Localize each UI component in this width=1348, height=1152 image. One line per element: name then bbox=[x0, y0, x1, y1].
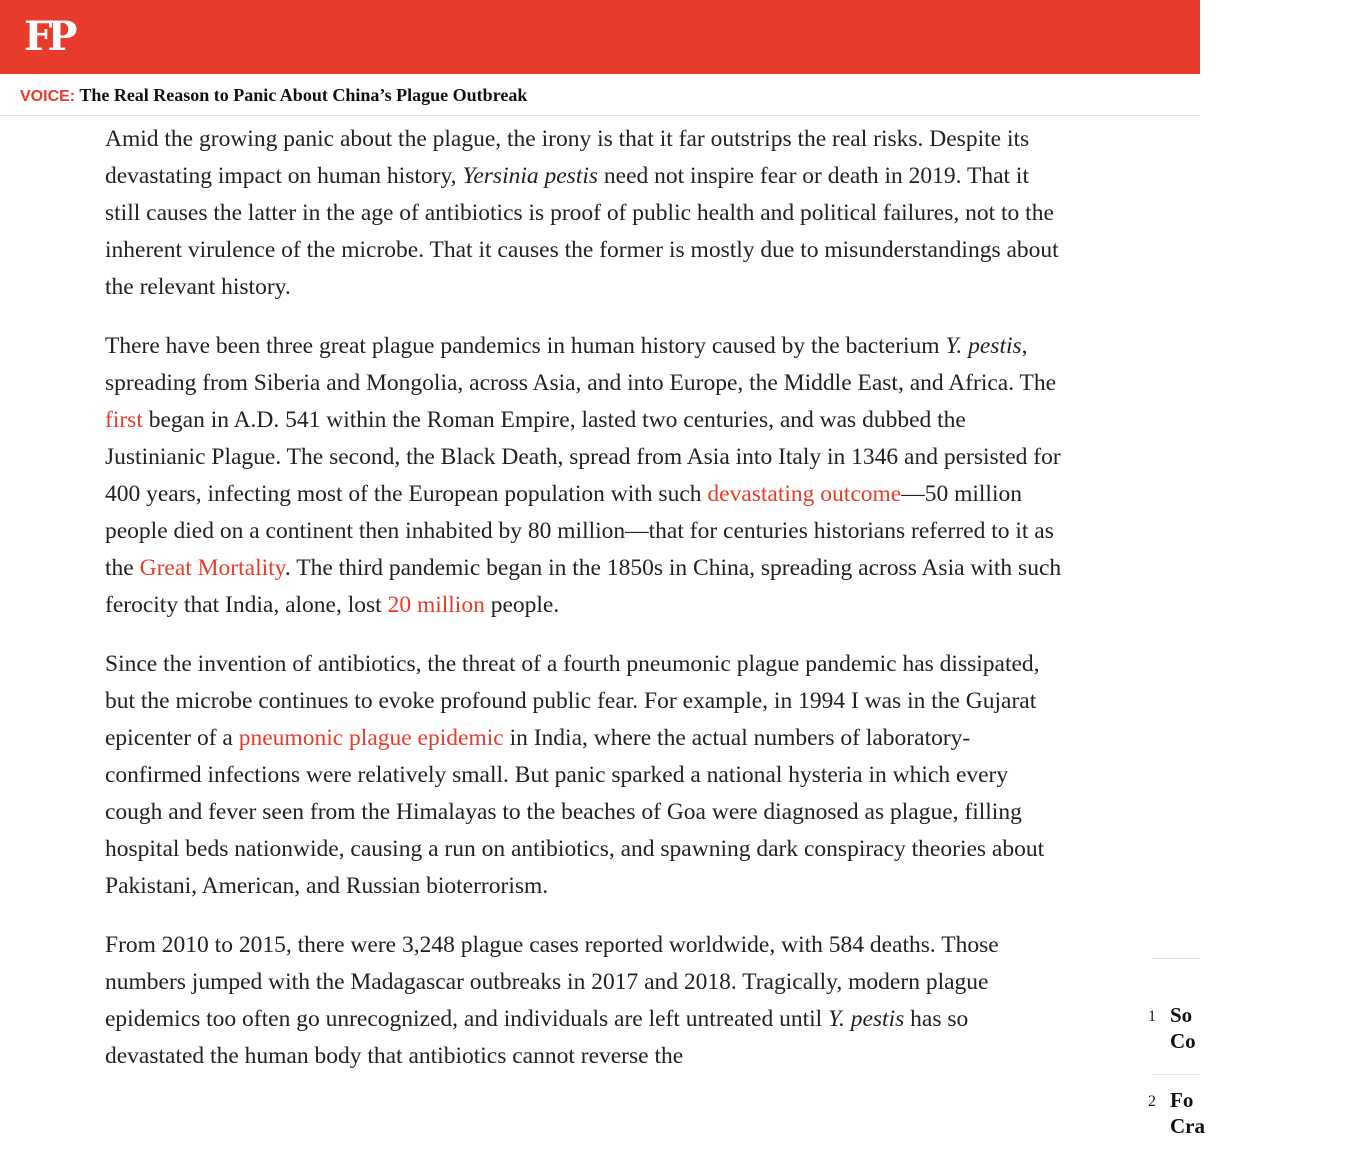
trending-rank: 1 bbox=[1148, 1008, 1156, 1025]
sidebar-divider bbox=[1152, 1074, 1200, 1075]
trending-rank: 2 bbox=[1148, 1093, 1156, 1110]
article-paragraph-4: From 2010 to 2015, there were 3,248 plague cases reported worldwide, with 584 deaths. Those numbers jumped with the Madagascar outbreaks in 2017 and 2018. Tragically, modern plague epidemics too often go unrecognized, and individuals are left untreated until Y. pestis has so devastated the human body that antibiotics cannot reverse the bbox=[105, 932, 999, 1069]
link-pneumonic-plague-epidemic[interactable]: pneumonic plague epidemic bbox=[238, 725, 504, 751]
species-name: Y. pestis bbox=[828, 1006, 905, 1032]
fp-logo[interactable]: FP bbox=[24, 13, 73, 60]
article-paragraph-3: Since the invention of antibiotics, the threat of a fourth pneumonic plague pandemic has dissipated, but the microbe continues to evoke profound public fear. For example, in 1994 I was in the Gujarat epicenter of a pneumonic plague epidemic in India, where the actual numbers of laboratory-confirmed infections were relatively small. But panic sparked a national hysteria in which every cough and fever seen from the Himalayas to the beaches of Goa were diagnosed as plague, filling hospital beds nationwide, causing a run on antibiotics, and spawning dark conspiracy theories about Pakistani, American, and Russian bioterrorism. bbox=[105, 651, 1045, 899]
species-name: Yersinia pestis bbox=[462, 163, 599, 189]
top-bar bbox=[0, 0, 1200, 74]
sidebar-divider bbox=[1152, 958, 1200, 959]
article-body bbox=[105, 116, 1065, 1075]
species-name: Y. pestis bbox=[945, 333, 1022, 359]
link-20-million[interactable]: 20 million bbox=[387, 592, 485, 618]
section-label: VOICE: bbox=[20, 88, 76, 105]
link-devastating-outcome[interactable]: devastating outcome bbox=[707, 481, 902, 507]
link-great-mortality[interactable]: Great Mortality bbox=[139, 555, 285, 581]
trending-title[interactable]: So Co bbox=[1170, 1003, 1196, 1053]
article-title: The Real Reason to Panic About China’s Plague Outbreak bbox=[79, 85, 528, 105]
article-paragraph-1: Amid the growing panic about the plague, the irony is that it far outstrips the real risks. Despite its devastating impact on human history, Yersinia pestis need not inspire fear or death in 2019. That it still causes the latter in the age of antibiotics is proof of public health and political failures, not to the inherent virulence of the microbe. That it causes the former is mostly due to misunderstandings about the relevant history. bbox=[105, 126, 1059, 300]
article-paragraph-2: There have been three great plague pandemics in human history caused by the bacterium Y. pestis, spreading from Siberia and Mongolia, across Asia, and into Europe, the Middle East, and Africa. The first began in A.D. 541 within the Roman Empire, lasted two centuries, and was dubbed the Justinianic Plague. The second, the Black Death, spread from Asia into Italy in 1346 and persisted for 400 years, infecting most of the European population with such devastating outcome—50 million people died on a continent then inhabited by 80 million—that for centuries historians referred to it as the Great Mortality. The third pandemic began in the 1850s in China, spreading across Asia with such ferocity that India, alone, lost 20 million people. bbox=[105, 333, 1062, 618]
trending-sidebar bbox=[1148, 958, 1205, 1152]
sticky-headline[interactable] bbox=[20, 84, 527, 108]
trending-title[interactable]: Fo Cra bbox=[1170, 1088, 1205, 1138]
article-sticky-header bbox=[0, 74, 1200, 116]
link-first[interactable]: first bbox=[105, 407, 143, 433]
